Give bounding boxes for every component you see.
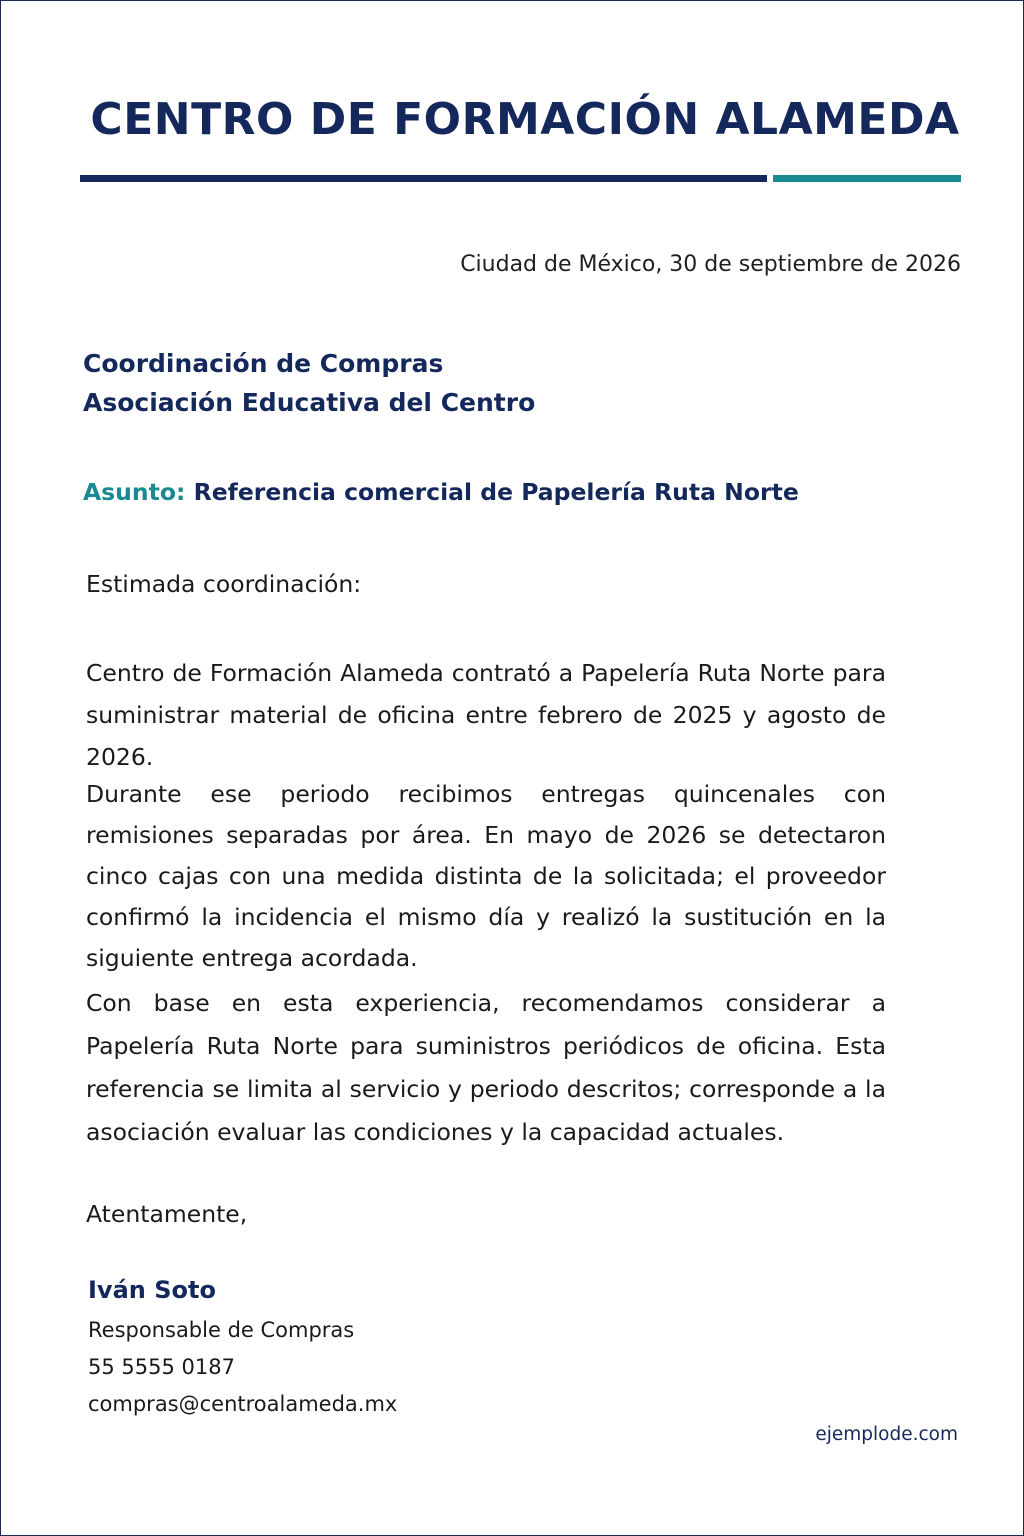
footer-site-link[interactable]: ejemplode.com — [815, 1424, 958, 1445]
signer-details — [88, 1312, 397, 1423]
salutation: Estimada coordinación: — [86, 570, 362, 598]
header-rule-primary — [80, 175, 767, 182]
body-paragraph-2: Durante ese periodo recibimos entregas quincenales con remisiones separadas por área. En mayo de 2026 se detectaron cinco cajas con una medida distinta de la solicitada; el proveedor confirmó la incidencia el mismo día y realizó la sustitución en la siguiente entrega acordada. — [86, 780, 886, 972]
header-rule-accent — [773, 175, 961, 182]
closing: Atentamente, — [86, 1200, 248, 1228]
subject-line — [83, 478, 799, 506]
recipient-line-1: Coordinación de Compras — [83, 349, 444, 378]
subject-text: Referencia comercial de Papelería Ruta Norte — [193, 478, 799, 506]
signer-phone: 55 5555 0187 — [88, 1355, 235, 1379]
body-paragraph-3: Con base en esta experiencia, recomendamos considerar a Papelería Ruta Norte para suministros periódicos de oficina. Esta referencia se limita al servicio y periodo descritos; corresponde a la asociación evaluar las condiciones y la capacidad actuales. — [86, 989, 886, 1146]
recipient-block — [83, 344, 535, 422]
body-paragraph-1: Centro de Formación Alameda contrató a Papelería Ruta Norte para suministrar material de oficina entre febrero de 2025 y agosto de 2026. — [86, 659, 886, 771]
signer-email: compras@centroalameda.mx — [88, 1392, 398, 1416]
recipient-line-2: Asociación Educativa del Centro — [83, 388, 536, 417]
signer-role: Responsable de Compras — [88, 1318, 355, 1342]
subject-label: Asunto: — [83, 478, 186, 506]
signer-name: Iván Soto — [88, 1276, 216, 1304]
date-line: Ciudad de México, 30 de septiembre de 2026 — [460, 252, 961, 277]
letterhead-title: CENTRO DE FORMACIÓN ALAMEDA — [90, 94, 960, 145]
